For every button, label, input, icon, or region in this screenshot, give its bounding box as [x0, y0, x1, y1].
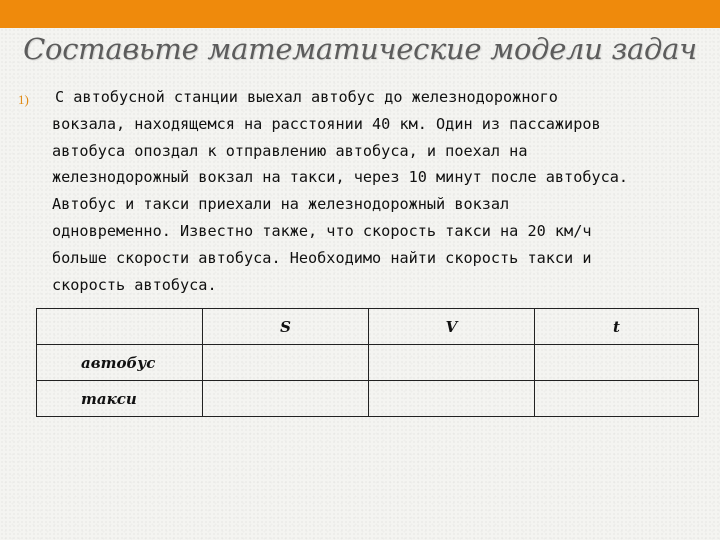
table-cell [203, 381, 369, 417]
table-row [37, 381, 699, 417]
list-item-number: 1) [18, 92, 29, 107]
header-cell-distance: S [203, 309, 369, 345]
header-cell-empty [37, 309, 203, 345]
problem-line: одновременно. Известно также, что скорость такси на 20 км/ч [52, 221, 592, 240]
model-table [36, 308, 699, 417]
problem-line: вокзала, находящемся на расстоянии 40 км. Один из пассажиров [52, 114, 601, 133]
table-header-row [37, 309, 699, 345]
header-cell-speed: V [369, 309, 535, 345]
row-label-bus: автобус [37, 345, 203, 381]
row-label-taxi: такси [37, 381, 203, 417]
problem-line: Автобус и такси приехали на железнодорожный вокзал [52, 195, 510, 214]
table-cell [535, 381, 699, 417]
problem-line: железнодорожный вокзал на такси, через 10 минут после автобуса. [52, 168, 629, 187]
problem-line: больше скорости автобуса. Необходимо найти скорость такси и [52, 248, 592, 267]
table-cell [535, 345, 699, 381]
table-cell [203, 345, 369, 381]
problem-statement [52, 84, 712, 298]
header-cell-time: t [535, 309, 699, 345]
table-cell [369, 381, 535, 417]
top-accent-bar [0, 0, 720, 28]
problem-line: автобуса опоздал к отправлению автобуса, и поехал на [52, 141, 528, 160]
table-cell [369, 345, 535, 381]
problem-line: С автобусной станции выехал автобус до железнодорожного [55, 88, 558, 106]
table-row [37, 345, 699, 381]
slide-title: Составьте математические модели задач [23, 32, 697, 66]
problem-line: скорость автобуса. [52, 275, 217, 294]
